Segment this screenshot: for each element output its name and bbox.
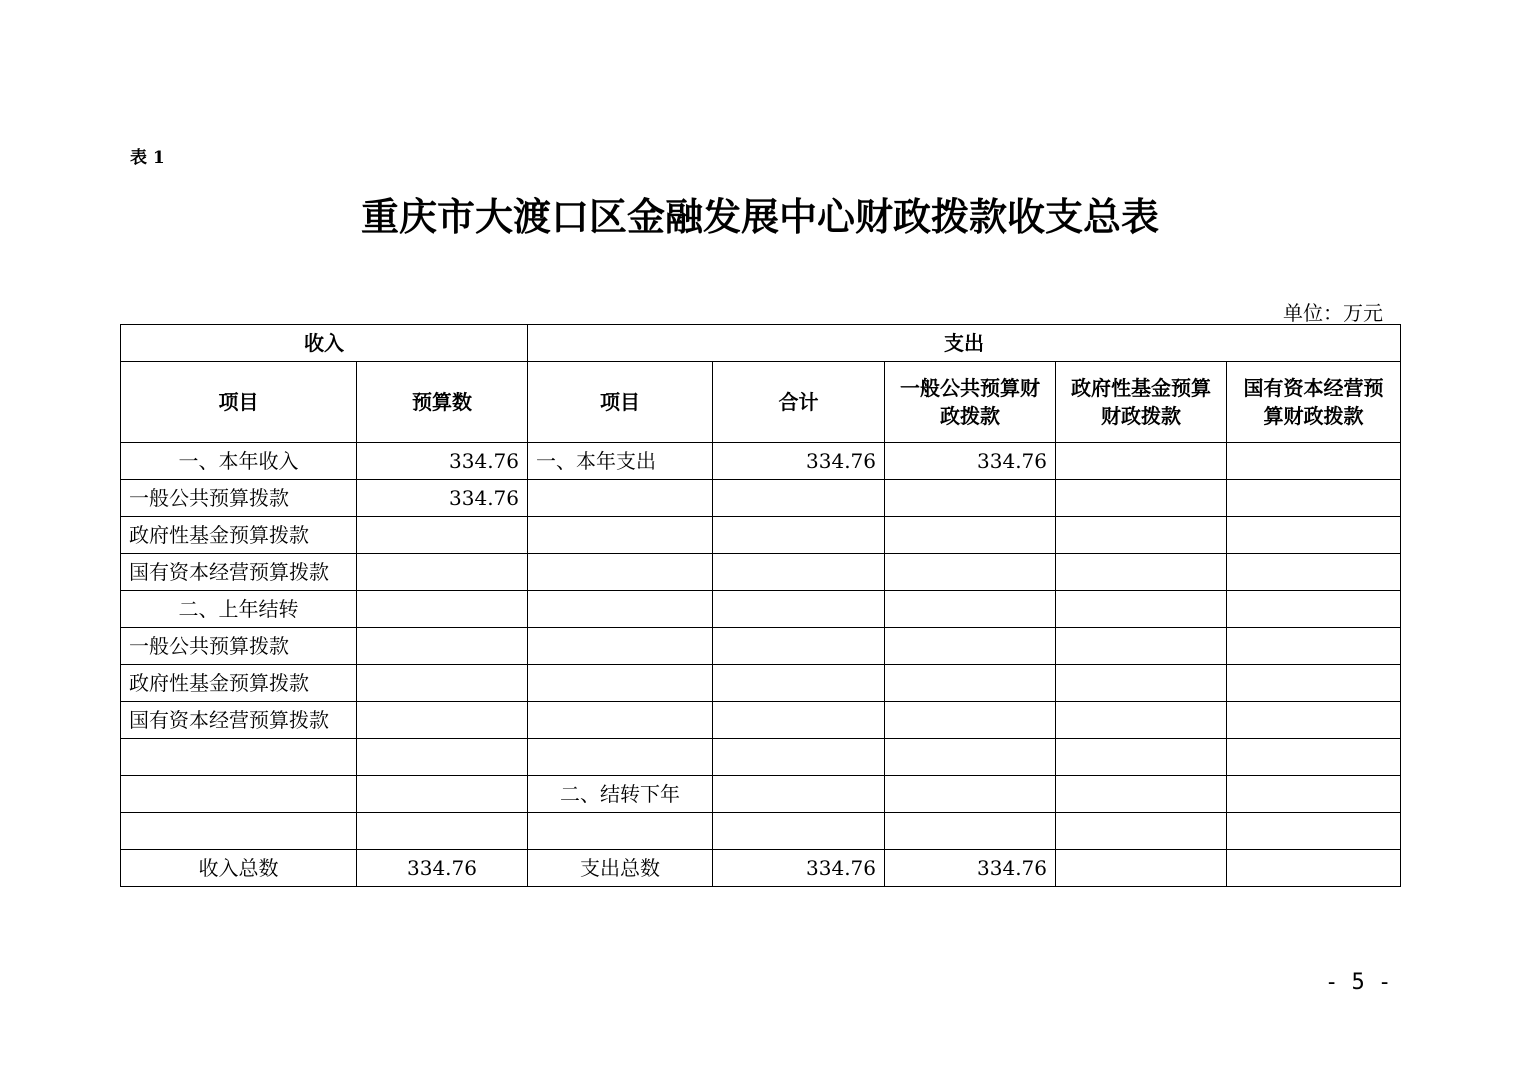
table-cell (528, 628, 713, 665)
table-cell (357, 517, 528, 554)
table-cell (1227, 850, 1401, 887)
table-cell (357, 739, 528, 776)
column-header: 一般公共预算财政拨款 (885, 362, 1056, 443)
table-cell: 334.76 (885, 443, 1056, 480)
table-cell: 一般公共预算拨款 (121, 628, 357, 665)
table-cell: 支出总数 (528, 850, 713, 887)
table-cell (885, 739, 1056, 776)
column-header-row (121, 362, 1401, 443)
table-row (121, 665, 1401, 702)
table-cell (357, 665, 528, 702)
table-cell (357, 813, 528, 850)
table-cell (1227, 443, 1401, 480)
table-cell: 334.76 (713, 850, 885, 887)
table-cell (1227, 813, 1401, 850)
table-cell: 一般公共预算拨款 (121, 480, 357, 517)
table-cell (885, 517, 1056, 554)
column-header: 项目 (528, 362, 713, 443)
table-cell (528, 517, 713, 554)
table-cell (528, 665, 713, 702)
expense-group-header: 支出 (528, 325, 1401, 362)
table-cell: 二、结转下年 (528, 776, 713, 813)
table-cell (528, 739, 713, 776)
unit-label: 单位：万元 (1283, 301, 1383, 325)
table-cell (885, 813, 1056, 850)
column-header: 预算数 (357, 362, 528, 443)
table-cell (528, 591, 713, 628)
table-cell (885, 665, 1056, 702)
table-cell (885, 628, 1056, 665)
table-row (121, 813, 1401, 850)
column-header: 国有资本经营预算财政拨款 (1227, 362, 1401, 443)
table-cell (121, 776, 357, 813)
table-cell (1056, 517, 1227, 554)
table-cell: 国有资本经营预算拨款 (121, 702, 357, 739)
table-cell (1056, 480, 1227, 517)
table-number-label: 表 1 (130, 148, 165, 168)
table-cell (357, 628, 528, 665)
table-cell (528, 480, 713, 517)
page-title: 重庆市大渡口区金融发展中心财政拨款收支总表 (360, 195, 1159, 239)
table-row (121, 443, 1401, 480)
table-cell: 334.76 (357, 850, 528, 887)
table-cell (1056, 776, 1227, 813)
table-cell: 334.76 (713, 443, 885, 480)
table-cell (1227, 480, 1401, 517)
table-cell: 334.76 (357, 480, 528, 517)
table-cell (713, 591, 885, 628)
table-cell (1227, 628, 1401, 665)
table-cell (1056, 591, 1227, 628)
table-cell: 国有资本经营预算拨款 (121, 554, 357, 591)
table-cell (357, 554, 528, 591)
table-cell (1227, 591, 1401, 628)
table-cell (885, 554, 1056, 591)
table-row (121, 702, 1401, 739)
table-cell (1227, 517, 1401, 554)
table-cell (713, 628, 885, 665)
table-cell (885, 591, 1056, 628)
table-row (121, 591, 1401, 628)
table-cell: 334.76 (885, 850, 1056, 887)
table-cell: 收入总数 (121, 850, 357, 887)
table-cell (1227, 776, 1401, 813)
table-cell (1227, 554, 1401, 591)
table-cell (1227, 702, 1401, 739)
table-row (121, 517, 1401, 554)
table-cell (121, 739, 357, 776)
column-header: 政府性基金预算财政拨款 (1056, 362, 1227, 443)
table-cell (528, 813, 713, 850)
table-cell (1056, 850, 1227, 887)
table-cell (121, 813, 357, 850)
income-group-header: 收入 (121, 325, 528, 362)
table-cell (528, 554, 713, 591)
table-cell (1056, 665, 1227, 702)
table-cell (713, 665, 885, 702)
table-cell (713, 702, 885, 739)
table-cell: 二、上年结转 (121, 591, 357, 628)
table-cell (885, 480, 1056, 517)
table-row (121, 776, 1401, 813)
group-header-row (121, 325, 1401, 362)
table-cell (357, 776, 528, 813)
table-cell (1056, 628, 1227, 665)
table-row (121, 739, 1401, 776)
table-cell: 政府性基金预算拨款 (121, 517, 357, 554)
table-cell (1056, 702, 1227, 739)
table-cell (885, 776, 1056, 813)
table-cell (713, 517, 885, 554)
table-cell (713, 776, 885, 813)
table-cell (885, 702, 1056, 739)
table-cell (357, 591, 528, 628)
table-cell: 政府性基金预算拨款 (121, 665, 357, 702)
table-row (121, 850, 1401, 887)
column-header: 合计 (713, 362, 885, 443)
table-cell (713, 813, 885, 850)
table-cell (1056, 554, 1227, 591)
table-cell (1056, 813, 1227, 850)
table-cell: 一、本年收入 (121, 443, 357, 480)
budget-summary-table (120, 324, 1401, 887)
table-cell (1056, 739, 1227, 776)
table-cell: 一、本年支出 (528, 443, 713, 480)
table-row (121, 628, 1401, 665)
table-row (121, 480, 1401, 517)
table-cell (528, 702, 713, 739)
table-cell (357, 702, 528, 739)
page-number: - 5 - (1325, 970, 1392, 995)
table-cell (1227, 665, 1401, 702)
table-cell (713, 554, 885, 591)
table-cell (1227, 739, 1401, 776)
table-cell (1056, 443, 1227, 480)
table-cell (713, 739, 885, 776)
table-cell (713, 480, 885, 517)
column-header: 项目 (121, 362, 357, 443)
table-row (121, 554, 1401, 591)
table-cell: 334.76 (357, 443, 528, 480)
